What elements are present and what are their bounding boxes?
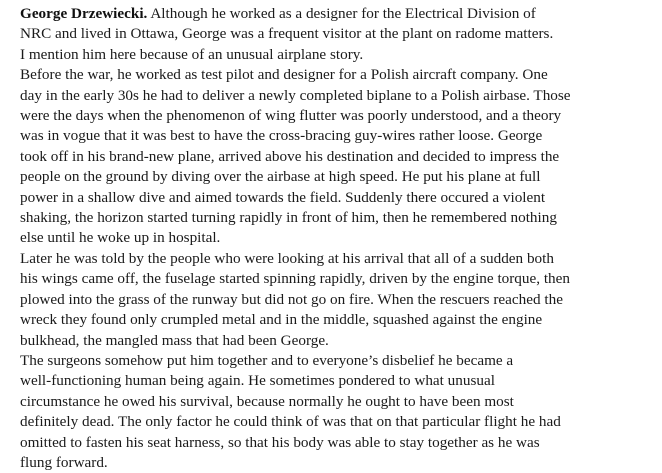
person-name: George Drzewiecki. xyxy=(20,5,148,22)
text-line: plowed into the grass of the runway but did not go on fire. When the rescuers reached the xyxy=(20,290,563,308)
paragraph-survival xyxy=(20,351,656,473)
text-line: I mention him here because of an unusual airplane story. xyxy=(20,45,364,63)
text-line: well-functioning human being again. He sometimes pondered to what unusual xyxy=(20,372,495,390)
text-line xyxy=(20,4,656,24)
text-line: people on the ground by diving over the airbase at high speed. He put his plane at full xyxy=(20,168,541,186)
text-line: NRC and lived in Ottawa, George was a frequent visitor at the plant on radome matters. xyxy=(20,25,554,43)
text-line: Before the war, he worked as test pilot and designer for a Polish aircraft company. One xyxy=(20,66,548,84)
document-page xyxy=(20,4,656,473)
text-line: were the days when the phenomenon of wing flutter was poorly understood, and a theory xyxy=(20,107,562,125)
text-line: else until he woke up in hospital. xyxy=(20,229,221,247)
text-line: flung forward. xyxy=(20,453,108,471)
paragraph-story xyxy=(20,65,656,249)
paragraph-crash xyxy=(20,249,656,351)
text-line-content: Although he worked as a designer for the Electrical Division of xyxy=(150,5,536,22)
text-line: day in the early 30s he had to deliver a newly completed biplane to a Polish airbase. Those xyxy=(20,86,571,104)
text-line: power in a shallow dive and aimed towards the field. Suddenly there occured a violent xyxy=(20,188,546,206)
text-line: omitted to fasten his seat harness, so that his body was able to stay together as he was xyxy=(20,433,540,451)
text-line: took off in his brand-new plane, arrived above his destination and decided to impress the xyxy=(20,147,560,165)
paragraph-intro xyxy=(20,4,656,65)
text-line: wreck they found only crumpled metal and in the middle, squashed against the engine xyxy=(20,311,543,329)
text-line: circumstance he owed his survival, because normally he ought to have been most xyxy=(20,392,514,410)
text-line: The surgeons somehow put him together and to everyone’s disbelief he became a xyxy=(20,351,514,369)
text-line: his wings came off, the fuselage started spinning rapidly, driven by the engine torque, then xyxy=(20,270,570,288)
text-line: shaking, the horizon started turning rapidly in front of him, then he remembered nothing xyxy=(20,209,557,227)
text-line: was in vogue that it was best to have the cross-bracing guy-wires rather loose. George xyxy=(20,127,543,145)
text-line: definitely dead. The only factor he could think of was that on that particular flight he had xyxy=(20,413,561,431)
text-line: bulkhead, the mangled mass that had been George. xyxy=(20,331,329,349)
text-line: Later he was told by the people who were looking at his arrival that all of a sudden both xyxy=(20,249,554,267)
